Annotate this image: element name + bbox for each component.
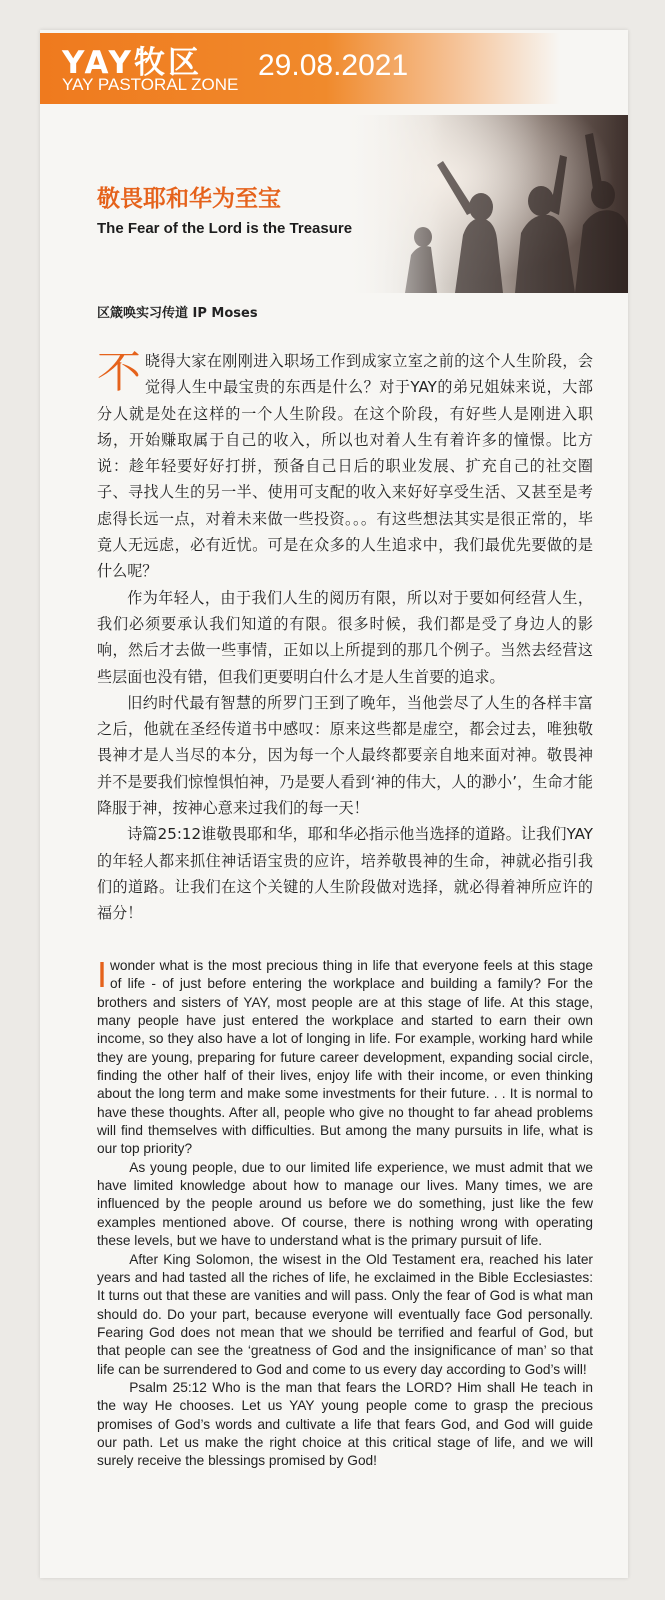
drop-cap-cn: 不 bbox=[97, 347, 141, 398]
header-banner bbox=[40, 33, 560, 104]
article-author: 区箴唤实习传道 IP Moses bbox=[97, 306, 258, 321]
zone-title: YAY牧区 bbox=[62, 45, 202, 81]
article-body-en bbox=[97, 954, 593, 1471]
article-title-en: The Fear of the Lord is the Treasure bbox=[97, 220, 353, 237]
bulletin-date: 29.08.2021 bbox=[258, 49, 409, 82]
drop-cap-en: I bbox=[97, 954, 108, 995]
paragraph-cn: 诗篇25:12谁敬畏耶和华，耶和华必指示他当选择的道路。让我们YAY的年轻人都来抓住神话语宝贵的应许，培养敬畏神的生命，神就必指引我们的道路。让我们在这个关键的人生阶段做对选择，就必得着神所应许的福分！ bbox=[97, 825, 593, 923]
paragraph-en: Psalm 25:12 Who is the man that fears the LORD? Him shall He teach in the way He chooses. Let us YAY young people come to grasp the precious promises of God’s words and cultivate a life that fears God, and God will guide our path. Let us make the right choice at this critical stage of life, and we will surely receive the blessings promised by God! bbox=[97, 1379, 593, 1469]
article-title-cn: 敬畏耶和华为至宝 bbox=[97, 186, 281, 212]
paragraph-en: As young people, due to our limited life experience, we must admit that we have limited knowledge about how to manage our lives. Many times, we are influenced by the people around us before we do something, just like the few examples mentioned above. Of course, there is nothing wrong with operating these levels, but we have to understand what is the primary pursuit of life. bbox=[97, 1159, 593, 1249]
paragraph-cn: 旧约时代最有智慧的所罗门王到了晚年，当他尝尽了人生的各样丰富之后，他就在圣经传道书中感叹：原来这些都是虚空，都会过去，唯独敬畏神才是人当尽的本分，因为每一个人最终都要亲自地来面对神。敬畏神并不是要我们惊惶惧怕神，乃是要人看到‘神的伟大，人的渺小’，生命才能降服于神，按神心意来过我们的每一天！ bbox=[97, 693, 593, 818]
paragraph-cn: 作为年轻人，由于我们人生的阅历有限，所以对于要如何经营人生，我们必须要承认我们知道的有限。很多时候，我们都是受了身边人的影响，然后才去做一些事情，正如以上所提到的那几个例子。当然去经营这些层面也没有错，但我们更要明白什么才是人生首要的追求。 bbox=[97, 588, 593, 686]
paragraph-cn: 不晓得大家在刚刚进入职场工作到成家立室之前的这个人生阶段，会觉得人生中最宝贵的东西是什么？对于YAY的弟兄姐妹来说，大部分人就是处在这样的一个人生阶段。在这个阶段，有好些人是刚进入职场，开始赚取属于自己的收入，所以也对着人生有着许多的憧憬。比方说：趁年轻要好好打拼，预备自己日后的职业发展、扩充自己的社交圈子、寻找人生的另一半、使用可支配的收入来好好享受生活、又甚至是考虑得长远一点，对着未来做一些投资。。。有这些想法其实是很正常的，毕竟人无远虑，必有近忧。可是在众多的人生追求中，我们最优先要做的是什么呢？ bbox=[97, 347, 593, 581]
article-body-cn bbox=[97, 348, 593, 927]
zone-subtitle: YAY PASTORAL ZONE bbox=[62, 75, 239, 94]
paragraph-en: Iwonder what is the most precious thing in life that everyone feels at this stage of life - of just before entering the workplace and building a family? For the brothers and sisters of YAY, most people are at this stage of life. At this stage, many people have just entered the workplace and started to earn their own income, so they also have a lot of longing in life. For example, working hard while they are young, preparing for future career development, expanding social circle, finding the other half of their lives, enjoy life with their income, or even thinking about the long term and make some investments for their future. . . It is normal to have these thoughts. After all, people who give no thought to far ahead problems will find themselves with difficulties. But among the many pursuits in life, what is our top priority? bbox=[97, 954, 593, 1157]
paragraph-en: After King Solomon, the wisest in the Old Testament era, reached his later years and had tasted all the riches of life, he exclaimed in the Bible Ecclesiastes: It turns out that these are vanities and will pass. Only the fear of God is what man should do. Do your part, because everyone will eventually face God personally. Fearing God does not mean that we should be terrified and fearful of God, but that people can see the ‘greatness of God and the insignificance of man’ so that life can be surrendered to God and come to us every day according to God’s will! bbox=[97, 1251, 593, 1377]
worship-crowd-photo bbox=[345, 115, 628, 293]
worship-silhouettes-icon bbox=[345, 115, 628, 293]
